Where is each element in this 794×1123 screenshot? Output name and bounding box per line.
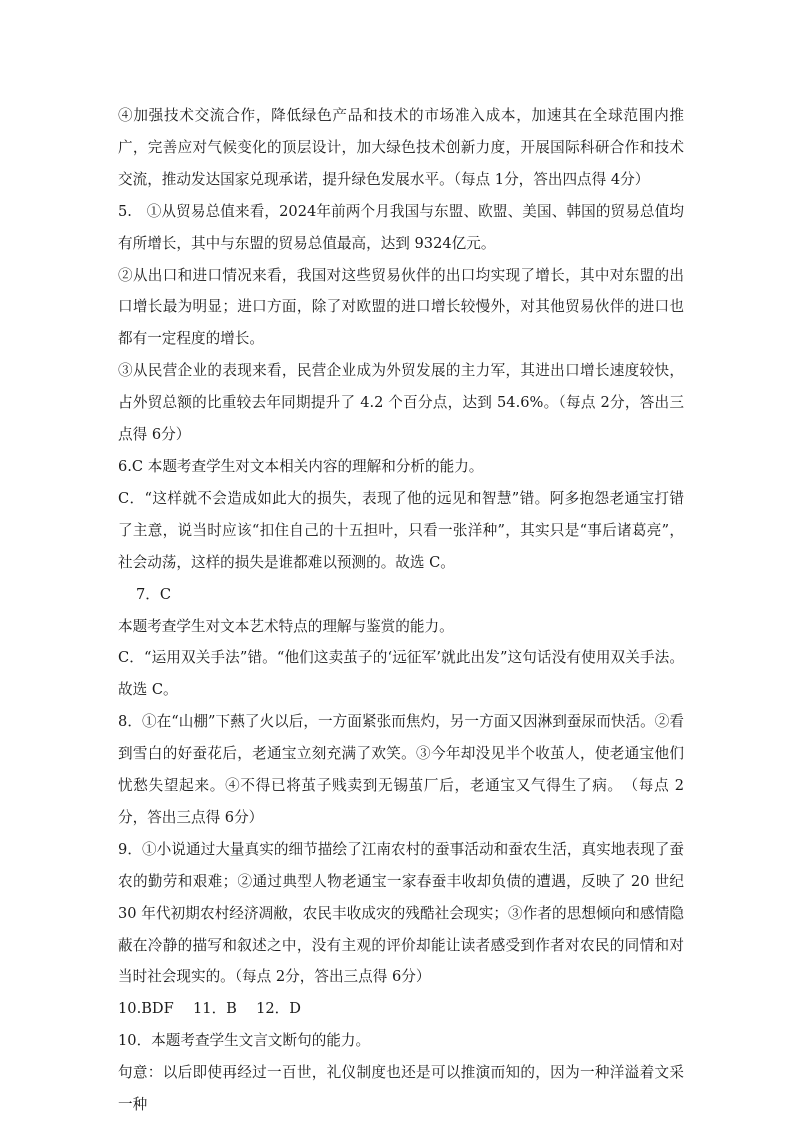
paragraph-answer-10-intro: 10．本题考查学生文言文断句的能力。 bbox=[118, 1032, 371, 1050]
paragraph-answer-7-intro: 本题考查学生对文本艺术特点的理解与鉴赏的能力。 bbox=[118, 617, 454, 635]
document-page bbox=[118, 100, 684, 1121]
paragraph-answer-8: 8．①在“山棚”下爇了火以后，一方面紧张而焦灼，另一方面又因淋到蚕尿而快活。②看到雪白的好蚕花后，老通宝立刻充满了欢笑。③今年却没见半个收茧人，使老通宝他们忧愁失望起来。④不得已将茧子贱卖到无锡茧厂后，老通宝又气得生了病。 （每点 2分，答出三点得 6分） bbox=[118, 713, 684, 826]
paragraph-answer-10-translation: 句意：以后即使再经过一百世，礼仪制度也还是可以推演而知的，因为一种洋溢着文采一种 bbox=[118, 1064, 684, 1114]
paragraph-answers-10-12: 10.BDF 11．B 12．D bbox=[118, 1000, 301, 1018]
paragraph-answer-5-point3: ③从民营企业的表现来看，民营企业成为外贸发展的主力军，其进出口增长速度较快，占外贸总额的比重较去年同期提升了 4.2 个百分点，达到 54.6%。（每点 2分，答出三点得 6分） bbox=[118, 362, 684, 444]
paragraph-answer-7-explanation: C．“运用双关手法”错。“他们这卖茧子的‘远征军’就此出发”这句话没有使用双关手法。故选 C。 bbox=[118, 649, 684, 699]
paragraph-answer-7: 7．C bbox=[136, 585, 172, 603]
paragraph-answer-5-point2: ②从出口和进口情况来看，我国对这些贸易伙伴的出口均实现了增长，其中对东盟的出口增长最为明显；进口方面，除了对欧盟的进口增长较慢外，对其他贸易伙伴的进口也都有一定程度的增长。 bbox=[118, 266, 684, 348]
paragraph-answer-4-point4: ④加强技术交流合作，降低绿色产品和技术的市场准入成本，加速其在全球范围内推广，完善应对气候变化的顶层设计，加大绿色技术创新力度，开展国际科研合作和技术交流，推动发达国家兑现承诺，提升绿色发展水平。（每点 1分，答出四点得 4分） bbox=[118, 107, 684, 188]
paragraph-answer-6-explanation: C．“这样就不会造成如此大的损失，表现了他的远见和智慧”错。阿多抱怨老通宝打错了主意，说当时应该“扣住自己的十五担叶，只看一张洋种”，其实只是“事后诸葛亮”，社会动荡，这样的损失是谁都难以预测的。故选 C。 bbox=[118, 489, 684, 571]
paragraph-answer-5-point1: 5. ①从贸易总值来看，2024年前两个月我国与东盟、欧盟、美国、韩国的贸易总值均有所增长，其中与东盟的贸易总值最高，达到 9324亿元。 bbox=[118, 202, 684, 252]
paragraph-answer-9: 9．①小说通过大量真实的细节描绘了江南农村的蚕事活动和蚕农生活，真实地表现了蚕农的勤劳和艰难；②通过典型人物老通宝一家春蚕丰收却负债的遭遇，反映了 20 世纪 30 年代初期农村经济凋敝，农民丰收成灾的残酷社会现实；③作者的思想倾向和感情隐蔽在冷静的描写和叙述之中，没有主观的评价却能让读者感受到作者对农民的同情和对当时社会现实的。（每点 2分，答出三点得 6分） bbox=[118, 840, 684, 986]
paragraph-answer-6: 6.C 本题考查学生对文本相关内容的理解和分析的能力。 bbox=[118, 457, 484, 475]
